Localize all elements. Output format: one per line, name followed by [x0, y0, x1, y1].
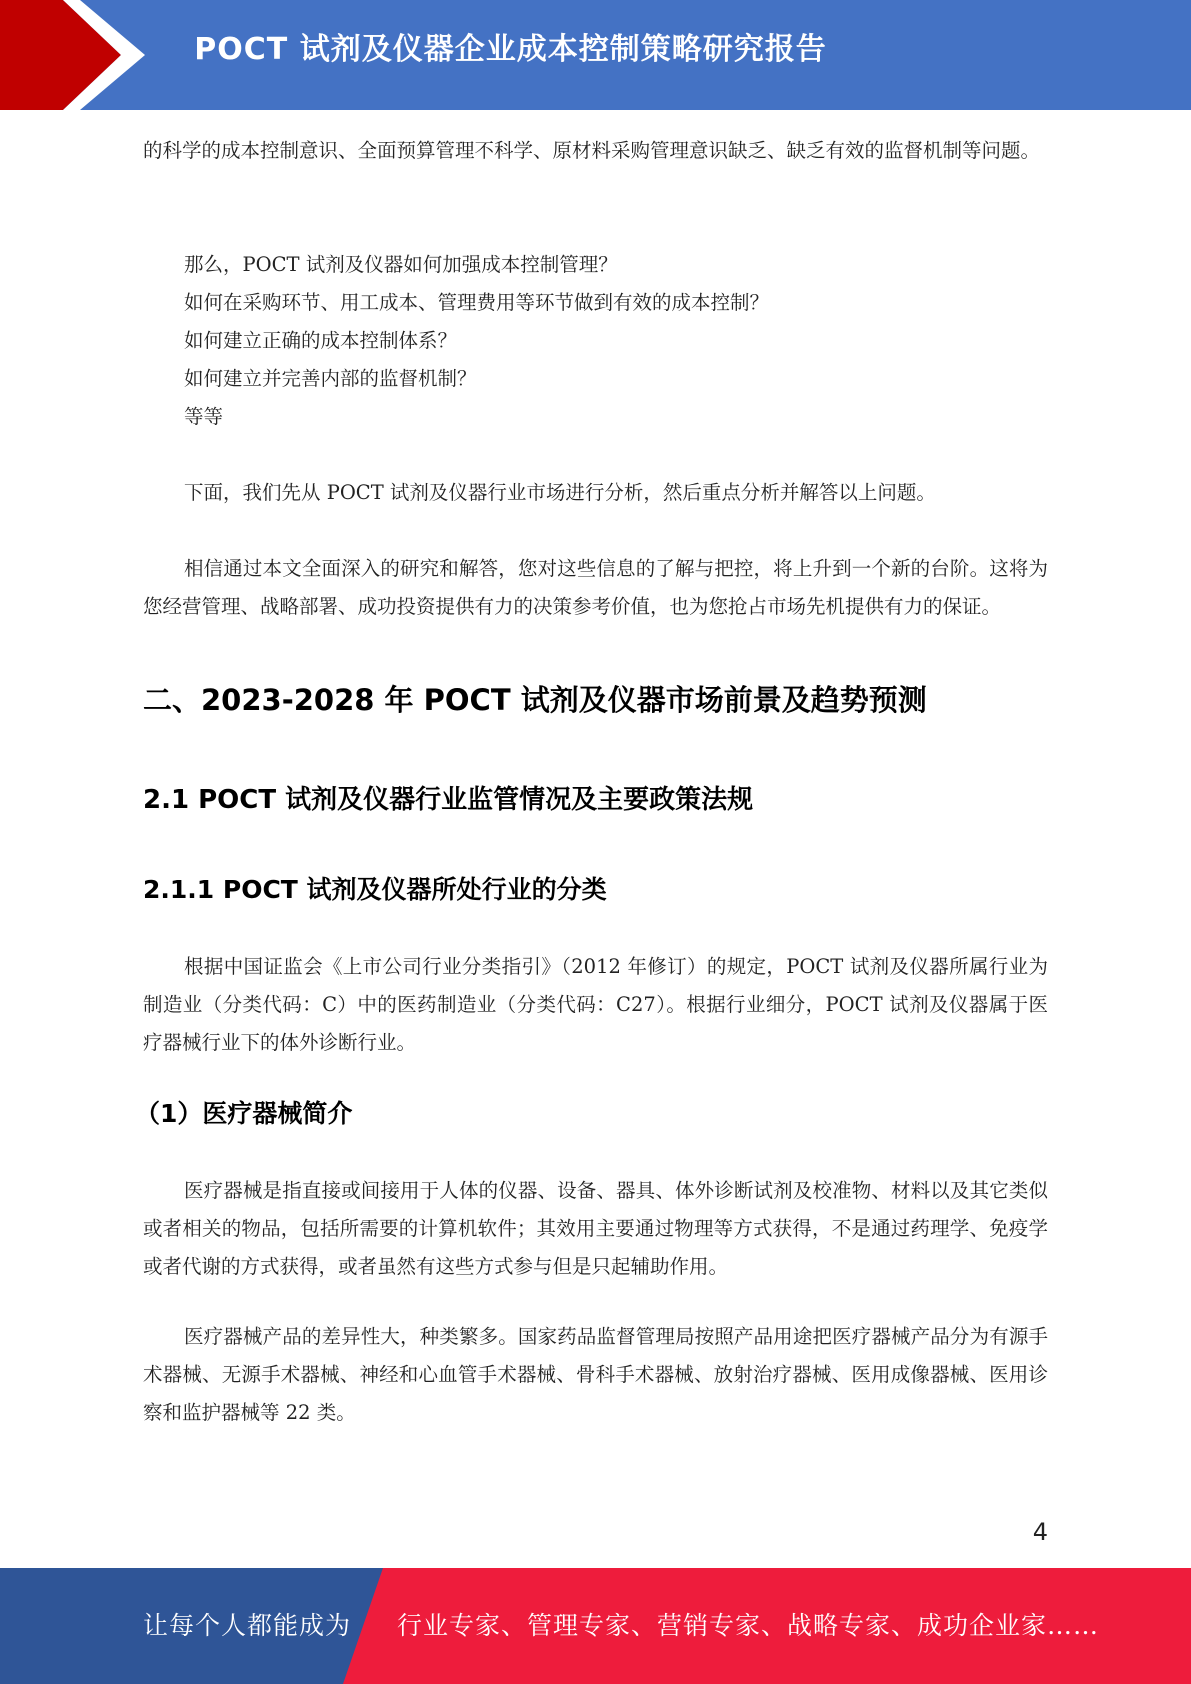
footer-slogan-left: 让每个人都能成为: [143, 1611, 352, 1640]
page-number: 4: [1032, 1518, 1048, 1546]
question-item: 那么，POCT 试剂及仪器如何加强成本控制管理？: [184, 253, 618, 276]
section-heading: 二、2023-2028 年 POCT 试剂及仪器市场前景及趋势预测: [143, 683, 927, 717]
spacer: [143, 818, 1048, 872]
value-statement-paragraph: 相信通过本文全面深入的研究和解答，您对这些信息的了解与把控，将上升到一个新的台阶。这将为您经营管理、战略部署、成功投资提供有力的决策参考价值，也为您抢占市场先机提供有力的保证。: [143, 557, 1048, 618]
intro-continuation-paragraph: 的科学的成本控制意识、全面预算管理不科学、原材料采购管理意识缺乏、缺乏有效的监督机制等问题。: [143, 139, 1041, 162]
subsubsection-heading: 2.1.1 POCT 试剂及仪器所处行业的分类: [143, 875, 607, 904]
question-item: 等等: [184, 405, 224, 428]
spacer: [143, 1062, 1048, 1096]
spacer: [143, 1132, 1048, 1172]
spacer: [143, 512, 1048, 550]
document-body: [135, 132, 1048, 1432]
spacer: [143, 626, 1048, 680]
question-item: 如何建立并完善内部的监督机制？: [184, 367, 477, 390]
spacer: [143, 720, 1048, 782]
definition-paragraph: 医疗器械是指直接或间接用于人体的仪器、设备、器具、体外诊断试剂及校准物、材料以及其它类似或者相关的物品，包括所需要的计算机软件；其效用主要通过物理等方式获得，不是通过药理学、免疫学或者代谢的方式获得，或者虽然有这些方式参与但是只起辅助作用。: [143, 1179, 1048, 1278]
question-list: [143, 246, 1048, 436]
header-banner: [0, 0, 1191, 110]
footer-slogan-right: 行业专家、管理专家、营销专家、战略专家、成功企业家……: [397, 1611, 1100, 1640]
report-title: POCT 试剂及仪器企业成本控制策略研究报告: [194, 32, 827, 67]
categories-paragraph: 医疗器械产品的差异性大，种类繁多。国家药品监督管理局按照产品用途把医疗器械产品分为有源手术器械、无源手术器械、神经和心血管手术器械、骨科手术器械、放射治疗器械、医用成像器械、医用诊察和监护器械等 22 类。: [143, 1325, 1048, 1424]
subsection-heading: 2.1 POCT 试剂及仪器行业监管情况及主要政策法规: [143, 785, 754, 815]
spacer: [143, 436, 1048, 474]
analysis-intro-paragraph: 下面，我们先从 POCT 试剂及仪器行业市场进行分析，然后重点分析并解答以上问题。: [184, 481, 936, 504]
spacer: [143, 1286, 1048, 1318]
chevron-arrow-icon: [0, 0, 160, 110]
footer-banner: [0, 1568, 1191, 1684]
spacer: [143, 208, 1048, 246]
question-item: 如何建立正确的成本控制体系？: [184, 329, 458, 352]
spacer: [143, 908, 1048, 948]
classification-paragraph: 根据中国证监会《上市公司行业分类指引》（2012 年修订）的规定，POCT 试剂及仪器所属行业为制造业（分类代码：C）中的医药制造业（分类代码：C27）。根据行业细分，POCT 试剂及仪器属于医疗器械行业下的体外诊断行业。: [143, 955, 1048, 1054]
question-item: 如何在采购环节、用工成本、管理费用等环节做到有效的成本控制？: [184, 291, 770, 314]
topic-heading: （1）医疗器械简介: [135, 1099, 353, 1128]
